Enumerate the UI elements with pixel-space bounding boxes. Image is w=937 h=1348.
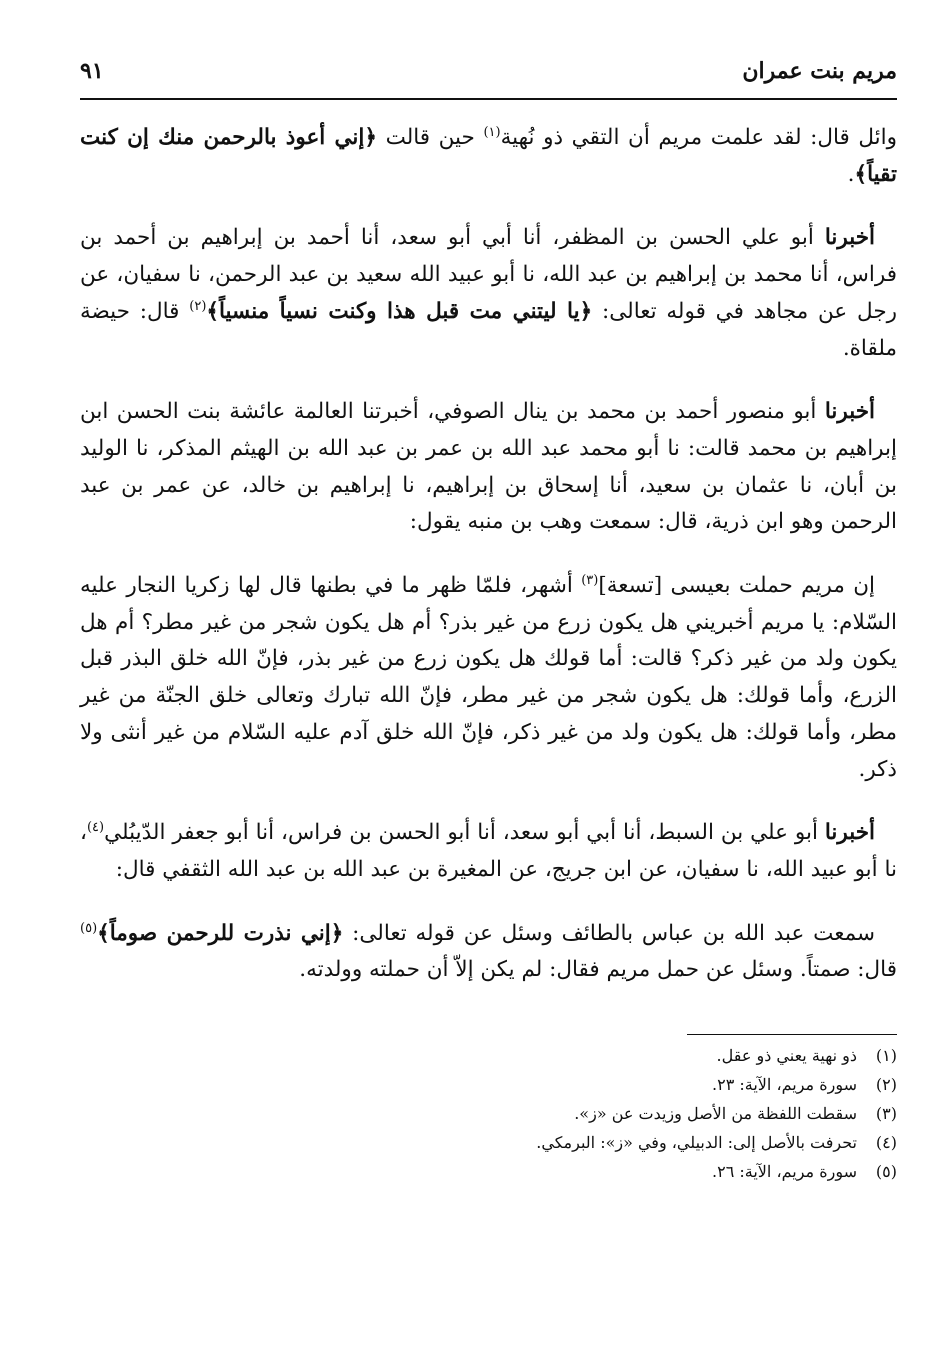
footnote-text: سقطت اللفظة من الأصل وزيدت عن «ز».	[574, 1104, 857, 1124]
paragraph-text: أبو علي الحسن بن المظفر، أنا أبي أبو سعد، أنا أحمد بن إبراهيم بن أحمد بن فراس، أنا محمد بن إبراهيم بن عبد الله، نا أبو عبيد الله سعيد بن عبد الرحمن، نا سفيان، عن رجل عن مجاهد في قوله تعالى:	[80, 225, 897, 324]
footnote-number: (٣)	[875, 1104, 897, 1124]
paragraph-text: أبو علي بن السبط، أنا أبي أبو سعد، أنا أبو الحسن بن فراس، أنا أبو جعفر الدّيبُلي	[104, 820, 825, 846]
quran-quote: ﴿إني نذرت للرحمن صوماً﴾	[97, 920, 344, 946]
footnote-rule	[687, 1034, 897, 1035]
page-number: ٩١	[80, 58, 104, 84]
quran-quote: ﴿يا ليتني مت قبل هذا وكنت نسياً منسياً﴾	[206, 298, 593, 324]
page-header	[80, 58, 897, 96]
paragraph-text: أشهر، فلمّا ظهر ما في بطنها قال لها زكريا النجار عليه السّلام: يا مريم أخبريني هل يكون زرع من غير بذر؟ أم هل يكون شجر من غير مطر؟ أم هل يكون ولد من غير ذكر؟ قالت: أما قولك هل يكون زرع من غير بذر، فإنّ الله خلق البذر قبل الزرع، وأما قولك: هل يكون شجر من غير مطر، فإنّ الله تبارك وتعالى خلق الجنّة من غير مطر، وأما قولك: هل يكون ولد من غير ذكر، فإنّ الله خلق آدم عليه السّلام من غير أنثى ولا ذكر.	[80, 573, 897, 782]
footnote-number: (٤)	[875, 1133, 897, 1153]
paragraph-text: إن مريم حملت بعيسى [تسعة]	[598, 573, 875, 599]
paragraph-text: سمعت عبد الله بن عباس بالطائف وسئل عن قوله تعالى:	[343, 920, 876, 946]
footnote-item	[80, 1157, 897, 1186]
footnote-text: سورة مريم، الآية: ٢٦.	[712, 1162, 857, 1182]
paragraph-text: قال: صمتاً. وسئل عن حمل مريم فقال: لم يكن إلاّ أن حملته وولدته.	[299, 957, 897, 983]
paragraph-4	[80, 568, 897, 788]
footnote-text: تحرفت بالأصل إلى: الدبيلي، وفي «ز»: البرمكي.	[536, 1133, 857, 1153]
paragraph-text: حين قالت	[376, 125, 484, 150]
paragraph-text: أبو منصور أحمد بن محمد بن ينال الصوفي، أخبرتنا العالمة عائشة بنت الحسن ابن إبراهيم بن محمد قالت: نا أبو محمد عبد الله بن عمر بن عبد الله بن الهيثم المذكر، نا الوليد بن أبان، نا عثمان بن سعيد، أنا إسحاق بن إبراهيم، نا إبراهيم بن خالد، عن عمر بن عبد الرحمن وهو ابن ذرية، قال: سمعت وهب بن منبه يقول:	[80, 399, 897, 535]
paragraph-text: ، نا أبو عبيد الله، نا سفيان، عن ابن جريج، عن المغيرة بن عبد الله بن عبد الله الثقفي قال:	[80, 820, 897, 882]
running-title: مريم بنت عمران	[742, 58, 897, 84]
paragraph-5	[80, 815, 897, 888]
footnote-ref: (٤)	[86, 820, 105, 836]
document-page	[80, 58, 897, 1186]
paragraph-text: وائل قال: لقد علمت مريم أن التقي ذو نُهية	[500, 125, 898, 150]
footnote-item	[80, 1099, 897, 1128]
footnote-ref: (١)	[483, 124, 501, 140]
paragraph-1	[80, 120, 897, 193]
paragraph-2	[80, 220, 897, 367]
footnote-text: ذو نهية يعني ذو عقل.	[716, 1046, 857, 1066]
footnote-item	[80, 1070, 897, 1099]
paragraph-text: قال: حيضة ملقاة.	[80, 298, 897, 361]
footnote-item	[80, 1128, 897, 1157]
isnad-lead: أخبرنا	[824, 225, 875, 251]
footnotes	[80, 1034, 897, 1186]
paragraph-text: .	[847, 161, 855, 187]
paragraph-3	[80, 394, 897, 541]
footnote-number: (١)	[875, 1046, 897, 1066]
footnote-number: (٥)	[875, 1162, 897, 1182]
footnote-number: (٢)	[875, 1075, 897, 1095]
isnad-lead: أخبرنا	[824, 820, 875, 846]
footnote-ref: (٢)	[189, 298, 207, 314]
quran-quote: ﴿إني أعوذ بالرحمن منك إن كنت تقياً﴾	[80, 125, 897, 187]
footnote-text: سورة مريم، الآية: ٢٣.	[712, 1075, 857, 1095]
footnote-ref: (٣)	[581, 572, 599, 588]
header-rule	[80, 98, 897, 100]
isnad-lead: أخبرنا	[824, 399, 875, 425]
paragraph-6	[80, 916, 897, 989]
footnote-item	[80, 1041, 897, 1070]
footnote-ref: (٥)	[80, 920, 98, 936]
